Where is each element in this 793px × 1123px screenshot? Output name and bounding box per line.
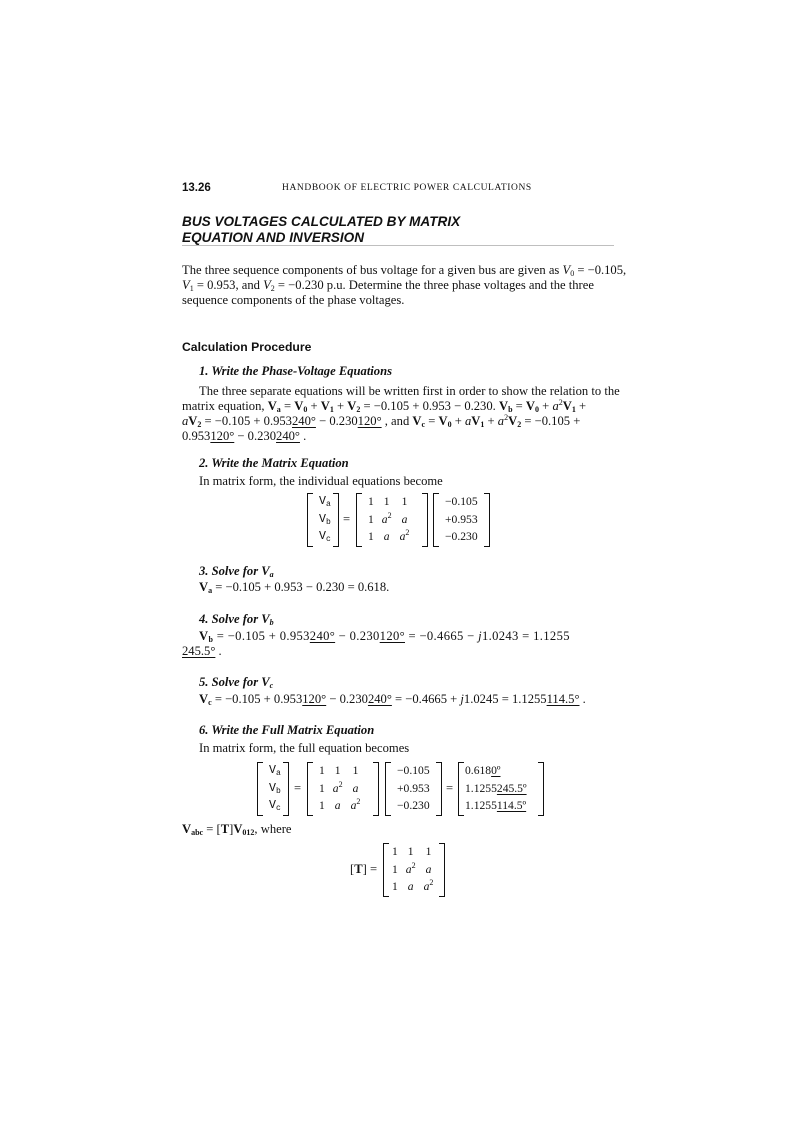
step1-line4: 0.953120° − 0.230240° . bbox=[182, 429, 307, 443]
step3-equation: $V_a = -0.105 + 0.953 - 0.230 = 0.618$. bbox=[199, 580, 390, 595]
step6-text: In matrix form, the full equation becomes bbox=[199, 741, 410, 755]
intro-line3: sequence components of the phase voltages. bbox=[182, 293, 405, 308]
step6-equals-2: = bbox=[446, 781, 454, 795]
intro-paragraph: The three sequence components of bus voltage for a given bus are given as $V_0 = -0.105$, $V_1 = 0.953$, and $V_2 = -0.230$ p.u. Determine the three phase voltages and the three sequence components of the phase voltages. bbox=[182, 263, 627, 308]
step2-matrix-t: 1 1 1 1 $a^2$ a 1 a $a^2$ bbox=[356, 493, 428, 547]
vabc-equation: $V_{abc} = [T]V_{012}$, where bbox=[182, 822, 292, 837]
step1-title: 1. Write the Phase-Voltage Equations bbox=[199, 364, 393, 378]
t-definition-lhs: [T] = bbox=[350, 862, 378, 876]
step4-equation: $V_b = -0.105 + 0.953240^\circ - 0.230120^\circ = -0.4665 - j1.0243 = 1.1255$ bbox=[199, 629, 570, 644]
step6-matrix-t: 1 1 1 1 $a^2$ a 1 a $a^2$ bbox=[307, 762, 379, 816]
step4-equation-cont: 245.5° . bbox=[182, 644, 222, 658]
step1-line2: matrix equation, $V_a = V_0 + V_1 + V_2 = -0.105 + 0.953 - 0.230$. $V_b = V_0 + a^2V_1$ + bbox=[182, 398, 587, 414]
running-header: HANDBOOK OF ELECTRIC POWER CALCULATIONS bbox=[282, 183, 532, 193]
step6-title: 6. Write the Full Matrix Equation bbox=[199, 723, 375, 737]
step3-title: 3. Solve for $V_a$ bbox=[199, 564, 274, 579]
section-title-line1: BUS VOLTAGES CALCULATED BY MATRIX bbox=[182, 214, 461, 229]
intro-v1-value: = 0.953, and bbox=[193, 278, 264, 293]
step2-title: 2. Write the Matrix Equation bbox=[199, 456, 349, 470]
step6-matrix-vabc: $V_a$ $V_b$ $V_c$ bbox=[257, 762, 289, 816]
step1-line1: The three separate equations will be written first in order to show the relation to the bbox=[199, 384, 620, 398]
step6-matrix-v012: −0.105 +0.953 −0.230 bbox=[385, 762, 442, 816]
step2-matrix-v012: −0.105 +0.953 −0.230 bbox=[433, 493, 490, 547]
step2-matrix-vabc: $V_a$ $V_b$ $V_c$ bbox=[307, 493, 339, 547]
calculation-procedure-heading: Calculation Procedure bbox=[182, 340, 312, 354]
step5-equation: $V_c = -0.105 + 0.953120^\circ - 0.230240^\circ = -0.4665 + j1.0245 = 1.1255114.5^\circ$ . bbox=[199, 692, 586, 707]
section-title bbox=[182, 214, 622, 246]
step5-title: 5. Solve for $V_c$ bbox=[199, 675, 274, 690]
step6-equals-1: = bbox=[294, 781, 302, 795]
intro-text: The three sequence components of bus voltage for a given bus are given as bbox=[182, 263, 563, 277]
intro-v2-value: = −0.230 p.u. Determine the three phase voltages and the three bbox=[274, 278, 594, 293]
step4-title: 4. Solve for $V_b$ bbox=[199, 612, 274, 627]
t-definition-matrix: 1 1 1 1 $a^2$ a 1 a $a^2$ bbox=[383, 843, 445, 897]
section-title-line2: EQUATION AND INVERSION bbox=[182, 230, 365, 245]
step2-equals: = bbox=[343, 512, 351, 526]
title-rule bbox=[182, 245, 614, 246]
step6-matrix-result: 0.6180º 1.1255245.5º 1.1255114.5º bbox=[458, 762, 544, 816]
page-number: 13.26 bbox=[182, 182, 211, 194]
step2-text: In matrix form, the individual equations become bbox=[199, 474, 443, 488]
step1-line3: $aV_2 = -0.105 + 0.953240^\circ - 0.230120^\circ$ , and $V_c = V_0 + aV_1 + a^2V_2 = -0.105$ + bbox=[182, 413, 581, 429]
intro-v0-value: = −0.105, bbox=[574, 263, 627, 277]
